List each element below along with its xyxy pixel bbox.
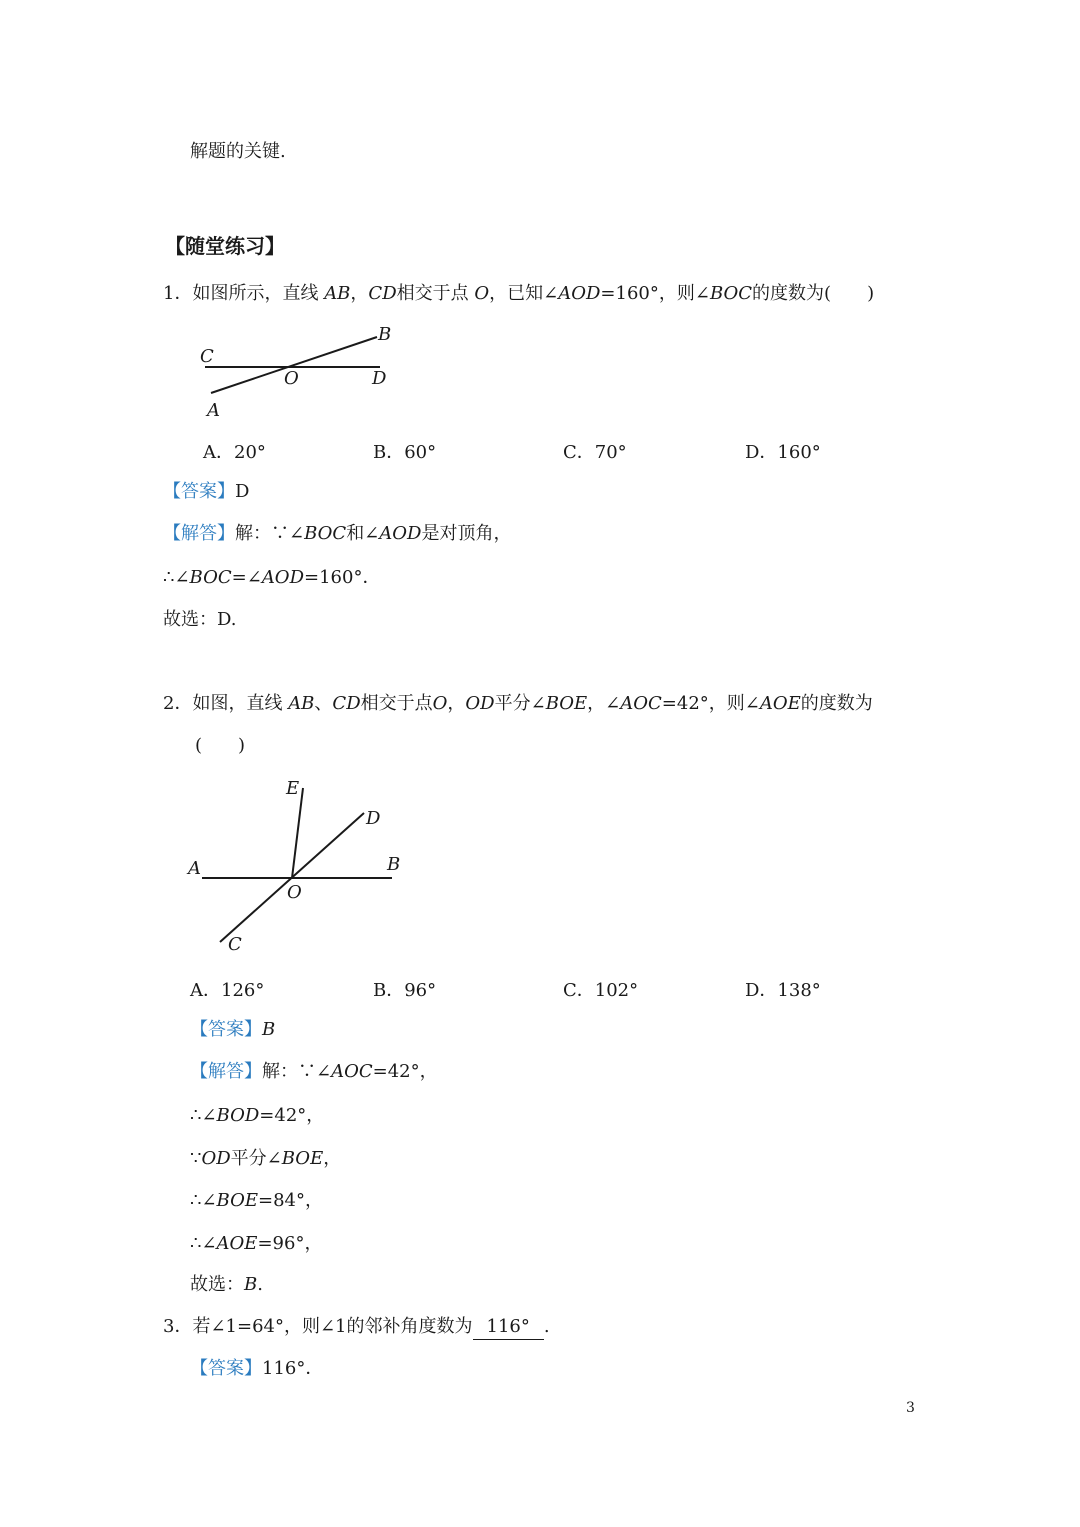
q1-solution-line-1: 【解答】解：∵∠BOC和∠AOD是对顶角，	[163, 523, 512, 544]
q1-stem: 1．如图所示，直线 AB，CD相交于点 O，已知∠AOD=160°，则∠BOC的度数为( )	[163, 283, 875, 304]
q2-option-b: B．96°	[373, 980, 437, 1001]
q1-option-d: D．160°	[745, 442, 821, 463]
q2-solution-line-6: 故选：B.	[190, 1274, 263, 1295]
section-title: 【随堂练习】	[165, 234, 285, 258]
q1-option-c: C．70°	[563, 442, 627, 463]
q1-figure	[195, 320, 405, 425]
q3-blank: 116°	[473, 1315, 544, 1340]
q3-answer: 【答案】116°．	[190, 1358, 324, 1379]
q2-figure	[180, 770, 420, 960]
q2-solution-line-3: ∵OD平分∠BOE，	[190, 1148, 342, 1169]
label-a: A	[188, 858, 201, 879]
label-b: B	[378, 324, 392, 345]
q2-answer: 【答案】B	[190, 1019, 276, 1040]
q3-stem: 3．若∠1=64°，则∠1的邻补角度数为 116° .	[163, 1315, 550, 1340]
label-a: A	[207, 400, 220, 421]
q2-stem: 2．如图，直线 AB、CD相交于点O，OD平分∠BOE，∠AOC=42°，则∠AOE的度数为	[163, 693, 873, 714]
label-e: E	[286, 778, 300, 799]
q1-option-a: A．20°	[203, 442, 266, 463]
label-d: D	[366, 808, 381, 829]
label-o: O	[287, 882, 302, 903]
ray-oe	[292, 788, 303, 878]
q1-solution-line-2: ∴∠BOC=∠AOD=160°．	[163, 567, 381, 588]
q2-paren: ( )	[195, 735, 246, 756]
label-c: C	[200, 346, 214, 367]
q2-option-c: C．102°	[563, 980, 639, 1001]
label-d: D	[372, 368, 387, 389]
q1-solution-line-3: 故选：D.	[163, 609, 237, 630]
q2-option-a: A．126°	[190, 980, 265, 1001]
q1-option-b: B．60°	[373, 442, 437, 463]
page-number: 3	[906, 1400, 915, 1416]
q2-option-d: D．138°	[745, 980, 821, 1001]
label-c: C	[228, 934, 242, 955]
label-b: B	[387, 854, 401, 875]
q2-solution-line-2: ∴∠BOD=42°，	[190, 1105, 325, 1126]
q2-solution-line-5: ∴∠AOE=96°，	[190, 1233, 323, 1254]
q2-solution-line-1: 【解答】解：∵∠AOC=42°，	[190, 1061, 438, 1082]
label-o: O	[284, 368, 299, 389]
intro-tail-text: 解题的关键.	[190, 141, 286, 162]
q2-solution-line-4: ∴∠BOE=84°，	[190, 1190, 324, 1211]
q1-answer: 【答案】D	[163, 481, 250, 502]
